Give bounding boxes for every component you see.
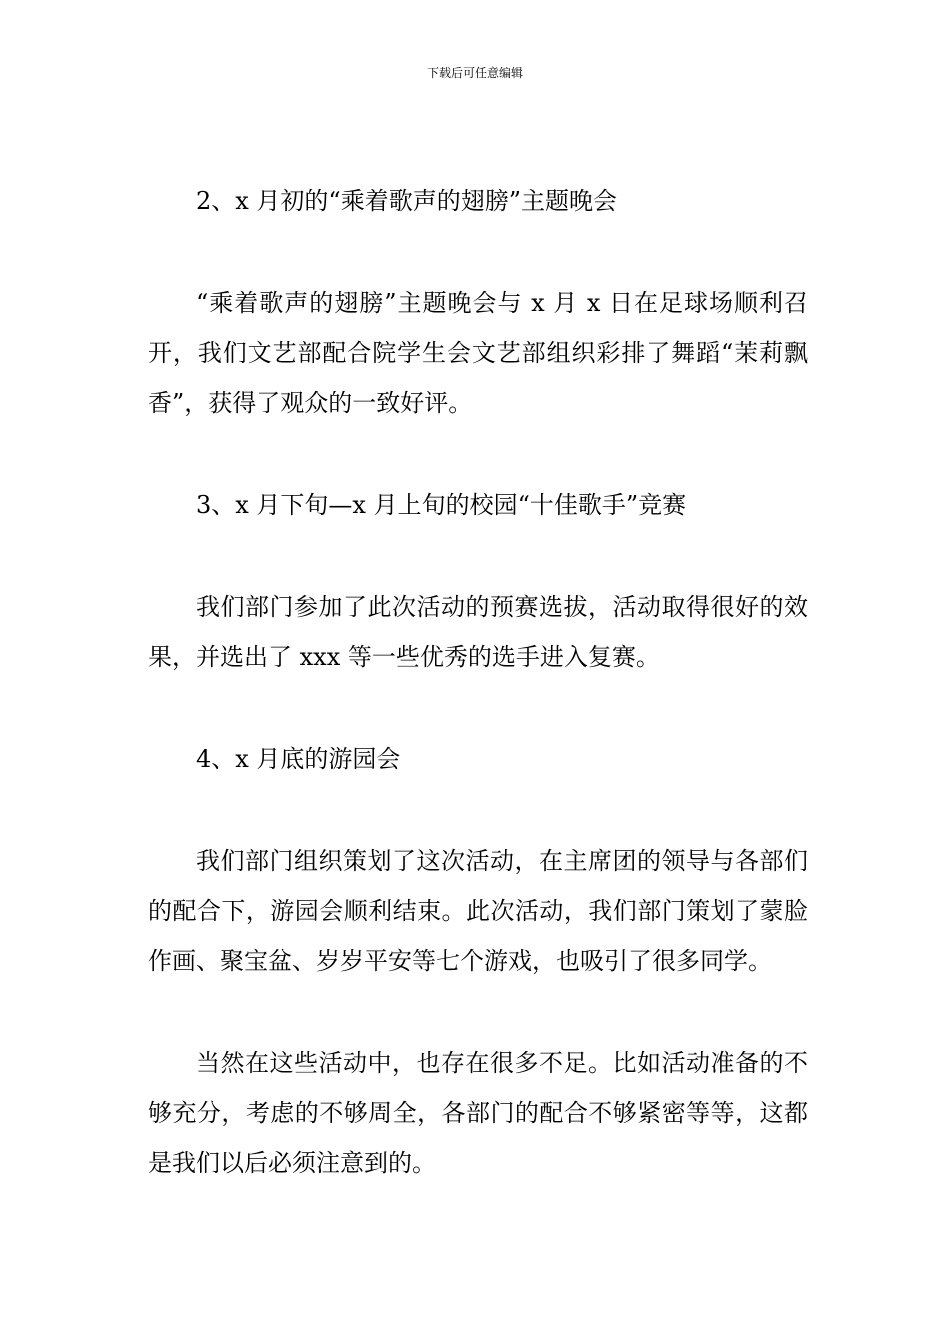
paragraph-garden-party: 我们部门组织策划了这次活动，在主席团的领导与各部们的配合下，游园会顺利结束。此次活动，我们部门策划了蒙脸作画、聚宝盆、岁岁平安等七个游戏，也吸引了很多同学。 — [148, 847, 808, 975]
section-heading-3: 3、x 月下旬—x 月上旬的校园“十佳歌手”竞赛 — [196, 491, 687, 519]
section-heading-2: 2、x 月初的“乘着歌声的翅膀”主题晚会 — [196, 187, 617, 215]
section-heading-4: 4、x 月底的游园会 — [196, 745, 401, 773]
document-body — [148, 176, 808, 1240]
paragraph-evening-party: “乘着歌声的翅膀”主题晚会与 x 月 x 日在足球场顺利召开，我们文艺部配合院学生会文艺部组织彩排了舞蹈“茉莉飘香”，获得了观众的一致好评。 — [148, 289, 808, 417]
paragraph-singer-contest: 我们部门参加了此次活动的预赛选拔，活动取得很好的效果，并选出了 xxx 等一些优秀的选手进入复赛。 — [148, 593, 808, 671]
page-header-note: 下载后可任意编辑 — [426, 66, 523, 80]
paragraph-shortcomings: 当然在这些活动中，也存在很多不足。比如活动准备的不够充分，考虑的不够周全，各部门的配合不够紧密等等，这都是我们以后必须注意到的。 — [148, 1049, 808, 1177]
